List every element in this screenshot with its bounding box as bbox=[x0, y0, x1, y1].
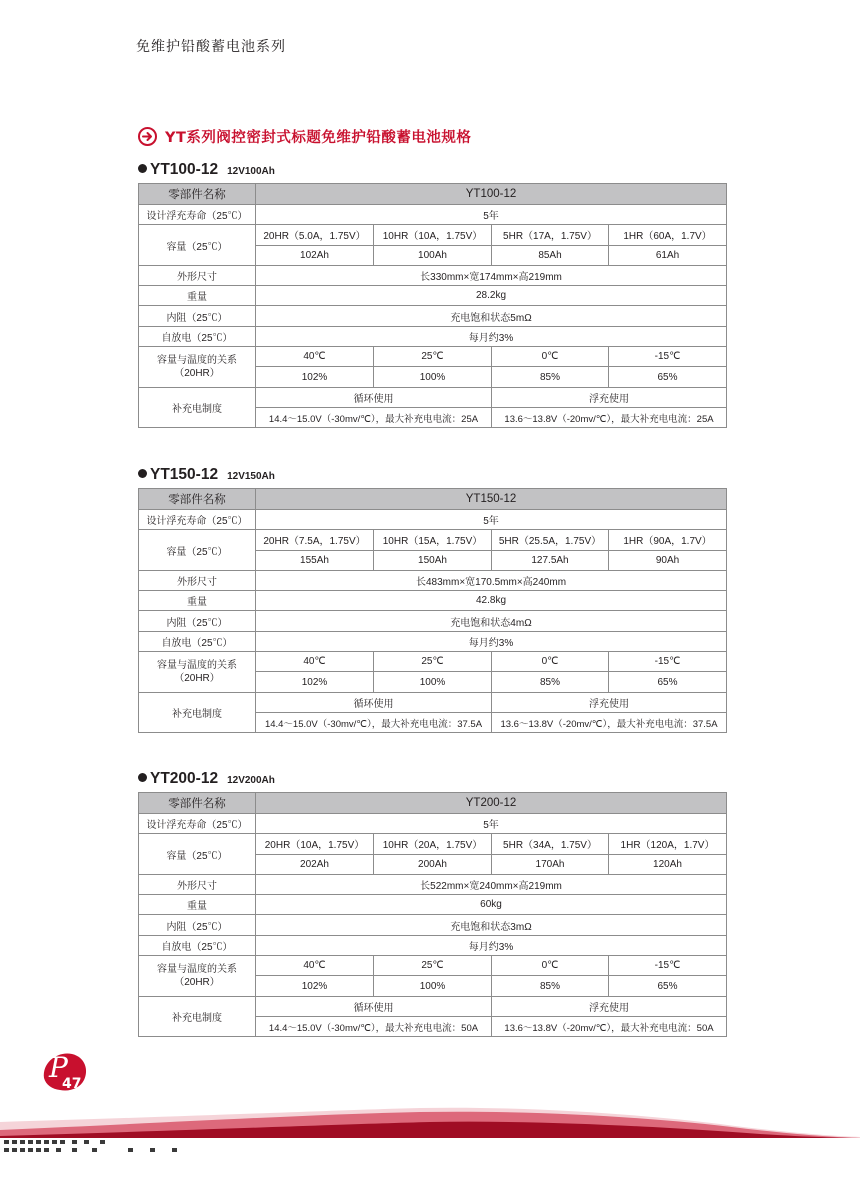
rate-cell: 5HR（34A，1.75V） bbox=[492, 834, 609, 854]
rate-cell: 10HR（20A，1.75V） bbox=[374, 834, 492, 854]
table-row bbox=[139, 591, 727, 611]
temp-cell: -15℃ bbox=[609, 652, 727, 672]
temp-value-cell: 100% bbox=[374, 367, 492, 387]
dimensions-value: 长483mm×宽170.5mm×高240mm bbox=[256, 570, 727, 590]
table-header-row bbox=[139, 793, 727, 814]
temp-value-cell: 85% bbox=[492, 672, 609, 692]
temp-cell: 40℃ bbox=[256, 956, 374, 976]
table-row bbox=[139, 692, 727, 712]
temp-capacity-label: 容量与温度的关系 bbox=[157, 963, 237, 975]
row-label: 容量（25℃） bbox=[139, 530, 256, 571]
weight-value: 42.8kg bbox=[256, 591, 727, 611]
row-label: 重量 bbox=[139, 591, 256, 611]
footer-band bbox=[0, 1100, 860, 1138]
row-label bbox=[139, 956, 256, 997]
part-name-header: 零部件名称 bbox=[139, 793, 256, 814]
temp-capacity-sublabel: （20HR） bbox=[174, 367, 220, 379]
cycle-use-header: 循环使用 bbox=[256, 692, 492, 712]
page-number: 47 bbox=[62, 1076, 82, 1092]
table-row bbox=[139, 631, 727, 651]
table-header-row bbox=[139, 184, 727, 205]
bullet-icon bbox=[138, 164, 147, 173]
capacity-cell: 61Ah bbox=[609, 245, 727, 265]
model-name: YT100-12 bbox=[150, 161, 219, 178]
rate-cell: 5HR（25.5A，1.75V） bbox=[492, 530, 609, 550]
temp-cell: 0℃ bbox=[492, 652, 609, 672]
table-row bbox=[139, 935, 727, 955]
table-row bbox=[139, 956, 727, 976]
section-title: YT系列阀控密封式标题免维护铅酸蓄电池规格 bbox=[165, 130, 472, 146]
model-heading bbox=[138, 161, 726, 183]
table-row bbox=[139, 326, 727, 346]
cycle-charge-value: 14.4～15.0V（-30mv/℃），最大补充电电流：50A bbox=[256, 1016, 492, 1036]
cycle-use-header: 循环使用 bbox=[256, 387, 492, 407]
rate-cell: 10HR（10A，1.75V） bbox=[374, 225, 492, 245]
float-charge-value: 13.6～13.8V（-20mv/℃），最大补充电电流：37.5A bbox=[492, 712, 727, 732]
bullet-icon bbox=[138, 469, 147, 478]
row-label: 自放电（25℃） bbox=[139, 935, 256, 955]
capacity-cell: 202Ah bbox=[256, 854, 374, 874]
row-label: 补充电制度 bbox=[139, 692, 256, 733]
logo-letter: P bbox=[49, 1051, 68, 1084]
float-use-header: 浮充使用 bbox=[492, 996, 727, 1016]
temp-cell: 0℃ bbox=[492, 347, 609, 367]
table-row bbox=[139, 286, 727, 306]
table-row bbox=[139, 205, 727, 225]
row-label bbox=[139, 652, 256, 693]
table-row bbox=[139, 611, 727, 631]
spec-table bbox=[138, 792, 727, 1037]
float-use-header: 浮充使用 bbox=[492, 387, 727, 407]
capacity-cell: 150Ah bbox=[374, 550, 492, 570]
row-label: 内阻（25℃） bbox=[139, 306, 256, 326]
row-label: 容量（25℃） bbox=[139, 834, 256, 875]
product-block bbox=[138, 770, 726, 1037]
table-row bbox=[139, 652, 727, 672]
row-label: 容量（25℃） bbox=[139, 225, 256, 266]
temp-value-cell: 100% bbox=[374, 672, 492, 692]
table-row bbox=[139, 306, 727, 326]
product-block bbox=[138, 161, 726, 428]
model-heading bbox=[138, 466, 726, 488]
model-rating: 12V100Ah bbox=[227, 166, 275, 177]
table-row bbox=[139, 510, 727, 530]
rate-cell: 1HR（60A，1.7V） bbox=[609, 225, 727, 245]
spec-table bbox=[138, 183, 727, 428]
self-discharge-value: 每月约3% bbox=[256, 631, 727, 651]
temp-capacity-sublabel: （20HR） bbox=[174, 672, 220, 684]
float-life-value: 5年 bbox=[256, 205, 727, 225]
rate-cell: 5HR（17A，1.75V） bbox=[492, 225, 609, 245]
section-heading bbox=[138, 126, 471, 147]
model-name: YT150-12 bbox=[150, 466, 219, 483]
capacity-cell: 155Ah bbox=[256, 550, 374, 570]
self-discharge-value: 每月约3% bbox=[256, 326, 727, 346]
temp-cell: 25℃ bbox=[374, 347, 492, 367]
spec-table bbox=[138, 488, 727, 733]
model-header: YT200-12 bbox=[256, 793, 727, 814]
table-row bbox=[139, 530, 727, 550]
table-header-row bbox=[139, 489, 727, 510]
capacity-cell: 100Ah bbox=[374, 245, 492, 265]
model-rating: 12V150Ah bbox=[227, 471, 275, 482]
model-heading bbox=[138, 770, 726, 792]
temp-value-cell: 102% bbox=[256, 367, 374, 387]
rate-cell: 20HR（7.5A，1.75V） bbox=[256, 530, 374, 550]
row-label: 设计浮充寿命（25℃） bbox=[139, 814, 256, 834]
page-header-title: 免维护铅酸蓄电池系列 bbox=[136, 39, 286, 55]
table-row bbox=[139, 895, 727, 915]
resistance-value: 充电饱和状态3mΩ bbox=[256, 915, 727, 935]
table-row bbox=[139, 347, 727, 367]
row-label: 外形尺寸 bbox=[139, 570, 256, 590]
footer-dots bbox=[0, 1138, 200, 1158]
table-row bbox=[139, 874, 727, 894]
capacity-cell: 120Ah bbox=[609, 854, 727, 874]
arrow-right-icon bbox=[138, 127, 157, 146]
float-use-header: 浮充使用 bbox=[492, 692, 727, 712]
temp-cell: -15℃ bbox=[609, 956, 727, 976]
table-row bbox=[139, 225, 727, 245]
temp-cell: 40℃ bbox=[256, 347, 374, 367]
capacity-cell: 102Ah bbox=[256, 245, 374, 265]
weight-value: 28.2kg bbox=[256, 286, 727, 306]
capacity-cell: 200Ah bbox=[374, 854, 492, 874]
temp-cell: -15℃ bbox=[609, 347, 727, 367]
table-row bbox=[139, 834, 727, 854]
row-label bbox=[139, 347, 256, 388]
row-label: 重量 bbox=[139, 895, 256, 915]
model-header: YT100-12 bbox=[256, 184, 727, 205]
float-charge-value: 13.6～13.8V（-20mv/℃），最大补充电电流：25A bbox=[492, 407, 727, 427]
temp-capacity-label: 容量与温度的关系 bbox=[157, 354, 237, 366]
capacity-cell: 90Ah bbox=[609, 550, 727, 570]
temp-value-cell: 85% bbox=[492, 367, 609, 387]
temp-value-cell: 85% bbox=[492, 976, 609, 996]
rate-cell: 20HR（10A，1.75V） bbox=[256, 834, 374, 854]
capacity-cell: 170Ah bbox=[492, 854, 609, 874]
table-row bbox=[139, 387, 727, 407]
product-block bbox=[138, 466, 726, 733]
float-life-value: 5年 bbox=[256, 510, 727, 530]
table-row bbox=[139, 814, 727, 834]
table-row bbox=[139, 570, 727, 590]
model-name: YT200-12 bbox=[150, 770, 219, 787]
dimensions-value: 长522mm×宽240mm×高219mm bbox=[256, 874, 727, 894]
temp-value-cell: 102% bbox=[256, 976, 374, 996]
row-label: 外形尺寸 bbox=[139, 265, 256, 285]
temp-value-cell: 65% bbox=[609, 367, 727, 387]
row-label: 重量 bbox=[139, 286, 256, 306]
self-discharge-value: 每月约3% bbox=[256, 935, 727, 955]
page-logo bbox=[40, 1048, 94, 1096]
row-label: 设计浮充寿命（25℃） bbox=[139, 205, 256, 225]
row-label: 补充电制度 bbox=[139, 387, 256, 428]
model-rating: 12V200Ah bbox=[227, 775, 275, 786]
temp-cell: 0℃ bbox=[492, 956, 609, 976]
resistance-value: 充电饱和状态5mΩ bbox=[256, 306, 727, 326]
capacity-cell: 127.5Ah bbox=[492, 550, 609, 570]
bullet-icon bbox=[138, 773, 147, 782]
temp-value-cell: 100% bbox=[374, 976, 492, 996]
float-charge-value: 13.6～13.8V（-20mv/℃），最大补充电电流：50A bbox=[492, 1016, 727, 1036]
weight-value: 60kg bbox=[256, 895, 727, 915]
table-row bbox=[139, 996, 727, 1016]
temp-capacity-label: 容量与温度的关系 bbox=[157, 659, 237, 671]
row-label: 自放电（25℃） bbox=[139, 631, 256, 651]
temp-value-cell: 65% bbox=[609, 672, 727, 692]
cycle-charge-value: 14.4～15.0V（-30mv/℃），最大补充电电流：25A bbox=[256, 407, 492, 427]
row-label: 补充电制度 bbox=[139, 996, 256, 1037]
temp-cell: 25℃ bbox=[374, 956, 492, 976]
temp-cell: 40℃ bbox=[256, 652, 374, 672]
temp-capacity-sublabel: （20HR） bbox=[174, 976, 220, 988]
dimensions-value: 长330mm×宽174mm×高219mm bbox=[256, 265, 727, 285]
float-life-value: 5年 bbox=[256, 814, 727, 834]
model-header: YT150-12 bbox=[256, 489, 727, 510]
temp-cell: 25℃ bbox=[374, 652, 492, 672]
rate-cell: 1HR（90A，1.7V） bbox=[609, 530, 727, 550]
part-name-header: 零部件名称 bbox=[139, 184, 256, 205]
rate-cell: 1HR（120A，1.7V） bbox=[609, 834, 727, 854]
capacity-cell: 85Ah bbox=[492, 245, 609, 265]
part-name-header: 零部件名称 bbox=[139, 489, 256, 510]
cycle-use-header: 循环使用 bbox=[256, 996, 492, 1016]
table-row bbox=[139, 915, 727, 935]
resistance-value: 充电饱和状态4mΩ bbox=[256, 611, 727, 631]
rate-cell: 20HR（5.0A，1.75V） bbox=[256, 225, 374, 245]
row-label: 自放电（25℃） bbox=[139, 326, 256, 346]
row-label: 内阻（25℃） bbox=[139, 611, 256, 631]
row-label: 外形尺寸 bbox=[139, 874, 256, 894]
table-row bbox=[139, 265, 727, 285]
cycle-charge-value: 14.4～15.0V（-30mv/℃），最大补充电电流：37.5A bbox=[256, 712, 492, 732]
temp-value-cell: 65% bbox=[609, 976, 727, 996]
row-label: 内阻（25℃） bbox=[139, 915, 256, 935]
row-label: 设计浮充寿命（25℃） bbox=[139, 510, 256, 530]
temp-value-cell: 102% bbox=[256, 672, 374, 692]
rate-cell: 10HR（15A，1.75V） bbox=[374, 530, 492, 550]
